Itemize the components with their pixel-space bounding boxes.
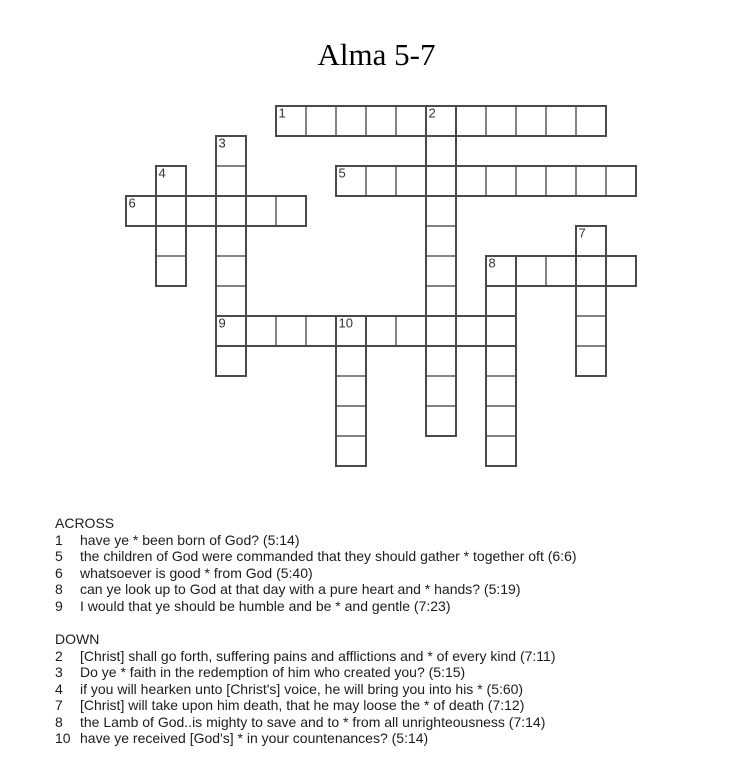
cell-number-7: 7 [578, 225, 586, 241]
cell-number-6: 6 [128, 195, 136, 211]
clue-number: 9 [55, 597, 63, 614]
word-fill-8-down [486, 256, 516, 466]
clue-down-10 [55, 730, 735, 747]
clue-text: have ye received [God's] * in your countenances? (5:14) [80, 730, 429, 746]
clues-section [55, 515, 735, 747]
cell-number-9: 9 [218, 315, 226, 331]
clue-across-1 [55, 532, 735, 549]
clue-across-8 [55, 581, 735, 598]
word-fill-10-down [336, 316, 366, 466]
clue-text: the Lamb of God..is mighty to save and to * from all unrighteousness (7:14) [80, 713, 546, 730]
clue-text: [Christ] will take upon him death, that he may loose the * of death (7:12) [80, 697, 525, 713]
cell-number-1: 1 [278, 105, 286, 121]
clue-text: I would that ye should be humble and be * and gentle (7:23) [80, 597, 451, 614]
clue-down-3 [55, 664, 735, 681]
word-fill-2-down [426, 106, 456, 436]
clue-number: 5 [55, 548, 63, 564]
clue-number: 2 [55, 647, 63, 664]
clue-down-2 [55, 648, 735, 665]
cell-number-10: 10 [338, 315, 353, 331]
cell-number-5: 5 [338, 165, 346, 181]
clue-text: the children of God were commanded that they should gather * together oft (6:6) [80, 548, 577, 564]
clue-number: 8 [55, 581, 63, 597]
cell-number-8: 8 [488, 255, 496, 271]
clue-text: can ye look up to God at that day with a pure heart and * hands? (5:19) [80, 581, 521, 597]
clue-number: 6 [55, 564, 63, 581]
clue-text: have ye * been born of God? (5:14) [80, 531, 300, 548]
down-clue-list [55, 648, 735, 747]
clue-text: Do ye * faith in the redemption of him who created you? (5:15) [80, 664, 466, 680]
cell-number-2: 2 [428, 105, 436, 121]
crossword-grid [124, 104, 638, 468]
word-fill-7-down [576, 226, 606, 376]
clue-text: [Christ] shall go forth, suffering pains and afflictions and * of every kind (7:11) [80, 647, 556, 664]
puzzle-title: Alma 5-7 [317, 37, 436, 72]
clue-number: 1 [55, 531, 63, 548]
clue-down-8 [55, 714, 735, 731]
clue-across-5 [55, 548, 735, 565]
clue-across-9 [55, 598, 735, 615]
clue-down-7 [55, 697, 735, 714]
down-clues-group [55, 631, 735, 747]
clue-number: 7 [55, 697, 63, 713]
across-clues-group [55, 515, 735, 614]
across-heading: ACROSS [55, 515, 115, 531]
clue-number: 10 [55, 730, 71, 746]
clue-across-6 [55, 565, 735, 582]
across-clue-list [55, 532, 735, 615]
clue-text: if you will hearken unto [Christ's] voice, he will bring you into his * (5:60) [80, 680, 524, 697]
clue-text: whatsoever is good * from God (5:40) [80, 564, 313, 581]
clue-number: 8 [55, 713, 63, 730]
clue-down-4 [55, 681, 735, 698]
clue-number: 4 [55, 680, 63, 697]
cell-number-3: 3 [218, 135, 226, 151]
clue-number: 3 [55, 664, 63, 680]
down-heading: DOWN [55, 631, 100, 647]
cell-number-4: 4 [158, 165, 166, 181]
